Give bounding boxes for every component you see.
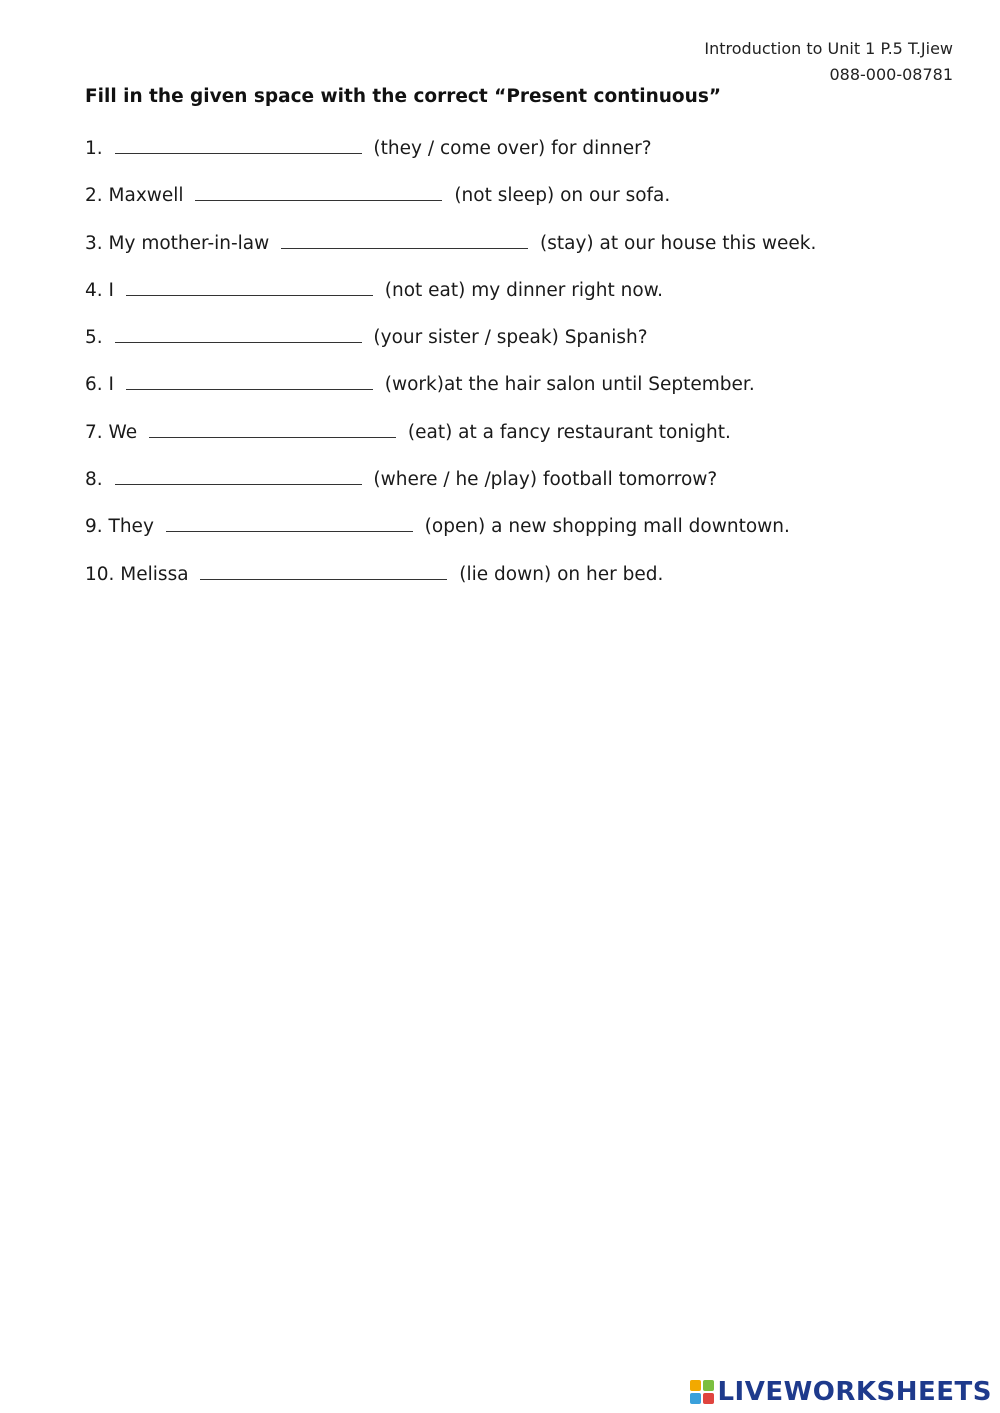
worksheet-title: Fill in the given space with the correct “Present continuous” <box>85 86 721 107</box>
answer-blank[interactable] <box>115 324 362 343</box>
question-hint: (not eat) my dinner right now. <box>378 279 663 301</box>
question-3 <box>85 229 816 276</box>
page-header <box>704 36 953 88</box>
logo-tile <box>703 1393 714 1404</box>
question-text: 10. Melissa <box>85 563 195 585</box>
answer-blank[interactable] <box>166 513 413 532</box>
question-hint: (work)at the hair salon until September. <box>378 374 755 396</box>
question-2 <box>85 181 816 228</box>
question-list <box>85 134 816 607</box>
question-text: 5. <box>85 327 109 349</box>
header-phone: 088-000-08781 <box>829 65 953 84</box>
question-hint: (your sister / speak) Spanish? <box>367 327 648 349</box>
question-hint: (where / he /play) football tomorrow? <box>367 469 718 491</box>
question-text: 8. <box>85 469 109 491</box>
question-hint: (stay) at our house this week. <box>534 232 817 254</box>
logo-tile <box>703 1380 714 1391</box>
answer-blank[interactable] <box>195 182 442 201</box>
liveworksheets-logo <box>690 1377 992 1407</box>
answer-blank[interactable] <box>115 466 362 485</box>
answer-blank[interactable] <box>200 561 447 580</box>
answer-blank[interactable] <box>281 230 528 249</box>
logo-tile <box>690 1380 701 1391</box>
question-text: 9. They <box>85 516 160 538</box>
logo-mark-icon <box>690 1380 714 1404</box>
answer-blank[interactable] <box>149 419 396 438</box>
question-text: 2. Maxwell <box>85 185 190 207</box>
question-hint: (lie down) on her bed. <box>453 563 664 585</box>
question-hint: (open) a new shopping mall downtown. <box>418 516 790 538</box>
header-unit-info: Introduction to Unit 1 P.5 T.Jiew <box>704 39 953 58</box>
question-text: 6. I <box>85 374 120 396</box>
question-text: 3. My mother-in-law <box>85 232 276 254</box>
question-text: 7. We <box>85 421 144 443</box>
question-1 <box>85 134 816 181</box>
question-hint: (they / come over) for dinner? <box>367 138 652 159</box>
question-6 <box>85 370 816 417</box>
logo-text: LIVEWORKSHEETS <box>717 1377 992 1407</box>
question-7 <box>85 418 816 465</box>
question-8 <box>85 465 816 512</box>
answer-blank[interactable] <box>126 277 373 296</box>
question-hint: (not sleep) on our sofa. <box>448 185 671 207</box>
question-hint: (eat) at a fancy restaurant tonight. <box>402 421 731 443</box>
question-9 <box>85 512 816 559</box>
question-text: 1. <box>85 138 109 159</box>
logo-tile <box>690 1393 701 1404</box>
answer-blank[interactable] <box>126 371 373 390</box>
question-4 <box>85 276 816 323</box>
question-5 <box>85 323 816 370</box>
answer-blank[interactable] <box>115 135 362 154</box>
question-text: 4. I <box>85 279 120 301</box>
question-10 <box>85 560 816 607</box>
